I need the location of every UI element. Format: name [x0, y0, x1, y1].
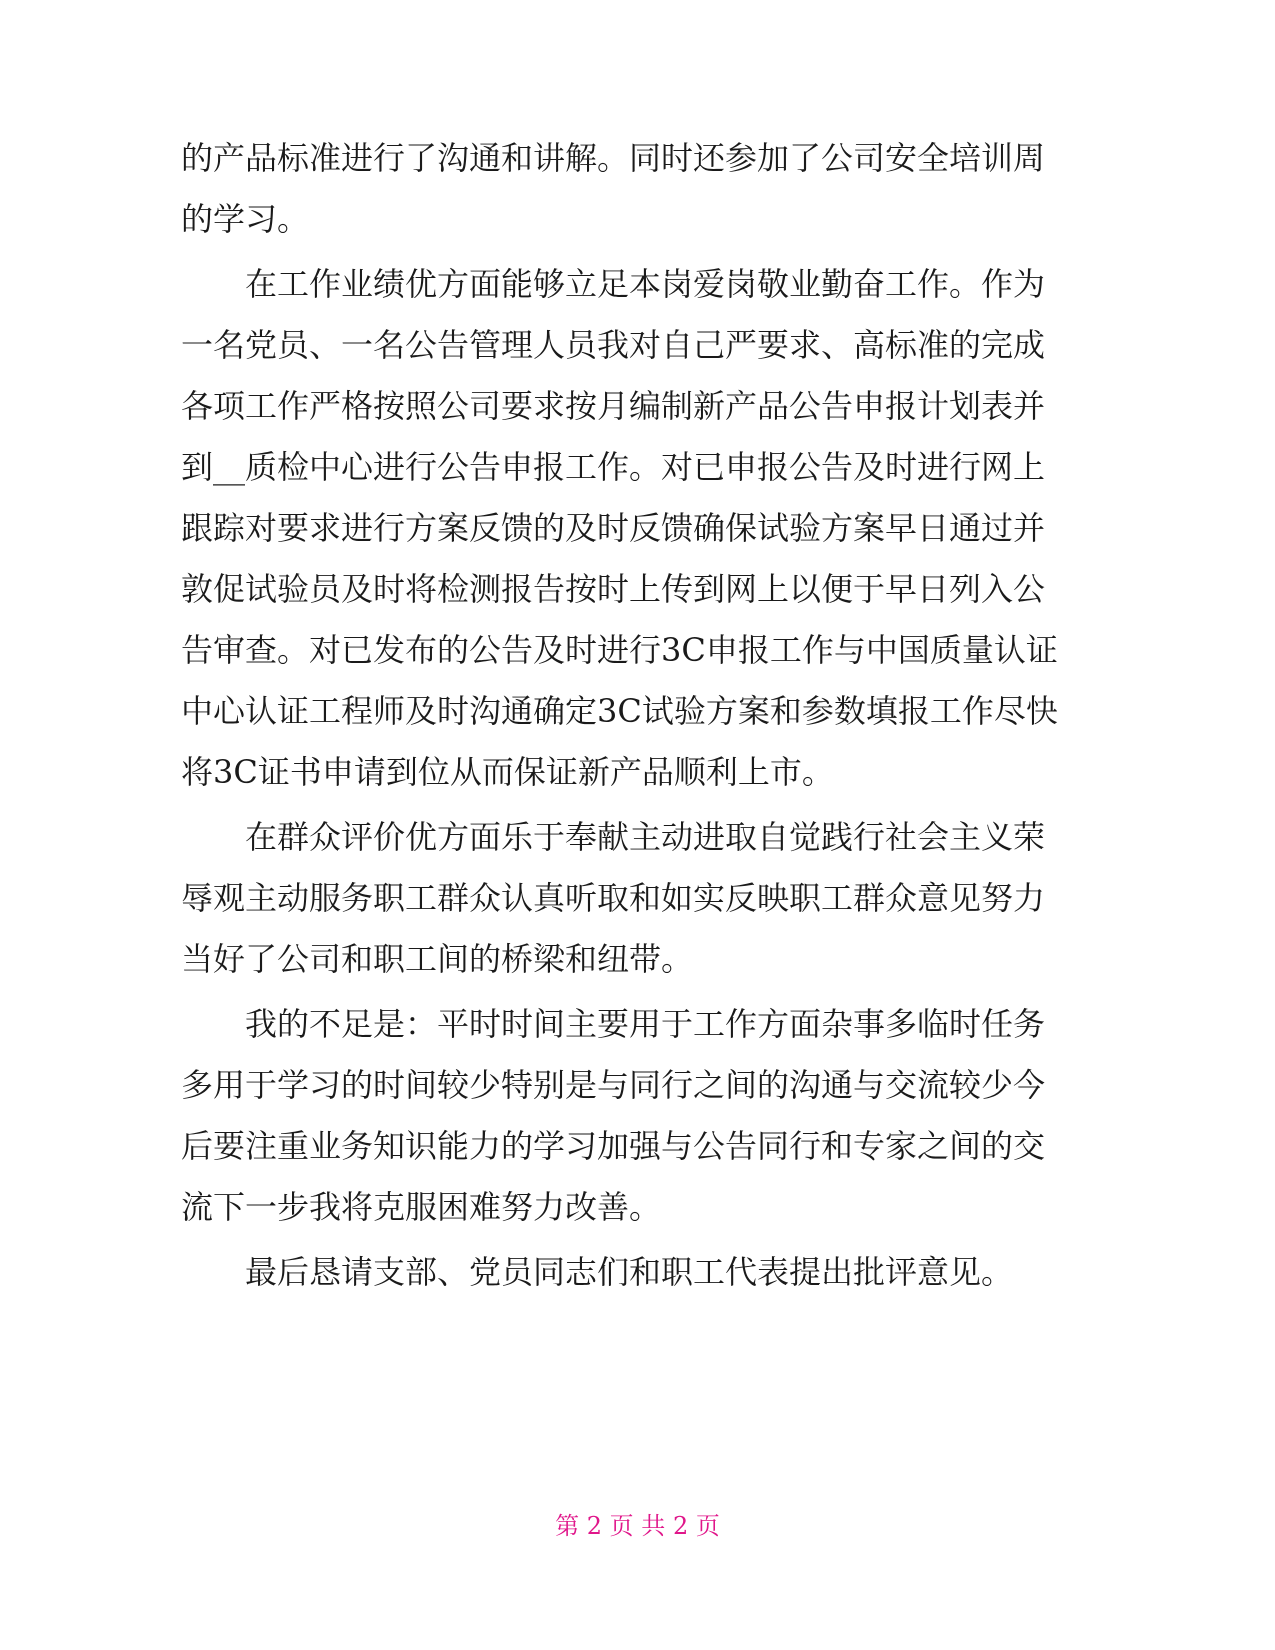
text-line: 跟踪对要求进行方案反馈的及时反馈确保试验方案早日通过并: [181, 509, 1046, 547]
paragraph-3: [181, 807, 1046, 990]
page-number-footer: 第 2 页 共 2 页: [555, 1512, 720, 1540]
text-line: 中心认证工程师及时沟通确定3C试验方案和参数填报工作尽快: [181, 692, 1058, 730]
text-line: 各项工作严格按照公司要求按月编制新产品公告申报计划表并: [181, 387, 1046, 425]
text-line: 敦促试验员及时将检测报告按时上传到网上以便于早日列入公: [181, 570, 1046, 608]
text-line: 将3C证书申请到位从而保证新产品顺利上市。: [181, 753, 834, 791]
text-line: 流下一步我将克服困难努力改善。: [181, 1188, 662, 1226]
text-line: 辱观主动服务职工群众认真听取和如实反映职工群众意见努力: [181, 879, 1046, 917]
text-line: 最后恳请支部、党员同志们和职工代表提出批评意见。: [181, 1253, 1014, 1291]
document-body: [181, 128, 1058, 1307]
paragraph-5: [181, 1242, 1039, 1303]
text-line: 的产品标准进行了沟通和讲解。同时还参加了公司安全培训周: [181, 139, 1046, 177]
text-line: 的学习。: [181, 200, 310, 238]
text-line: 到__质检中心进行公告申报工作。对已申报公告及时进行网上: [181, 448, 1046, 486]
text-line: 多用于学习的时间较少特别是与同行之间的沟通与交流较少今: [181, 1066, 1046, 1104]
text-line: 后要注重业务知识能力的学习加强与公告同行和专家之间的交: [181, 1127, 1046, 1165]
paragraph-4: [181, 994, 1046, 1238]
text-line: 当好了公司和职工间的桥梁和纽带。: [181, 940, 694, 978]
paragraph-2: [181, 254, 1058, 803]
paragraph-1: [181, 128, 1046, 250]
text-line: 告审查。对已发布的公告及时进行3C申报工作与中国质量认证: [181, 631, 1058, 669]
text-line: 在群众评价优方面乐于奉献主动进取自觉践行社会主义荣: [181, 818, 1046, 856]
text-line: 一名党员、一名公告管理人员我对自己严要求、高标准的完成: [181, 326, 1046, 364]
text-line: 在工作业绩优方面能够立足本岗爱岗敬业勤奋工作。作为: [181, 265, 1046, 303]
text-line: 我的不足是：平时时间主要用于工作方面杂事多临时任务: [181, 1005, 1046, 1043]
